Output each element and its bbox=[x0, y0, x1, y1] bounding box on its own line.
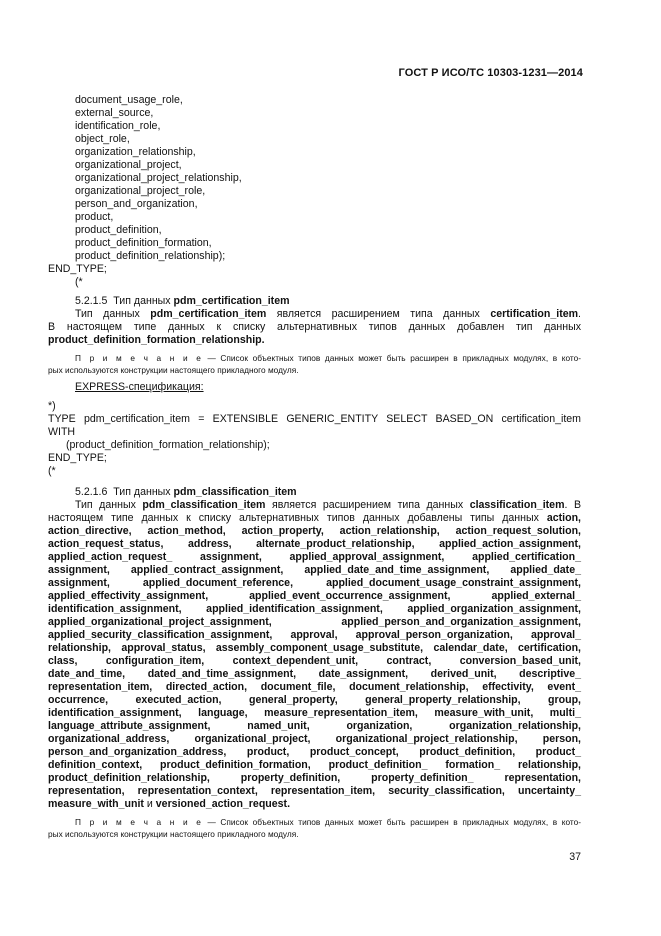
paragraph-line: В настоящем типе данных к списку альтернативных типов данных добавлен тип данных bbox=[48, 321, 581, 333]
standard-header: ГОСТ Р ИСО/ТС 10303-1231—2014 bbox=[398, 67, 583, 79]
list-item: organizational_project, bbox=[75, 159, 182, 171]
paragraph-line: representation, representation_context, representation_item, security_classification, uncertainty_ bbox=[48, 785, 581, 797]
paragraph-line: class, configuration_item, context_dependent_unit, contract, conversion_based_unit, bbox=[48, 655, 581, 667]
paragraph-line: identification_assignment, language, measure_representation_item, measure_with_unit, multi_ bbox=[48, 707, 581, 719]
paragraph-line: Тип данных pdm_certification_item является расширением типа данных certification_item. bbox=[75, 308, 581, 320]
paragraph-line: assignment, applied_document_reference, applied_document_usage_constraint_assignment, bbox=[48, 577, 581, 589]
code-line: TYPE pdm_certification_item = EXTENSIBLE GENERIC_ENTITY SELECT BASED_ON certification_item bbox=[48, 413, 581, 425]
list-item: product_definition, bbox=[75, 224, 162, 236]
list-item: document_usage_role, bbox=[75, 94, 183, 106]
paragraph-line: product_definition_formation_relationship. bbox=[48, 334, 265, 346]
list-item: organizational_project_relationship, bbox=[75, 172, 242, 184]
express-spec-label: EXPRESS-спецификация: bbox=[75, 381, 204, 393]
paragraph-line: applied_security_classification_assignment, approval, approval_person_organization, approval_ bbox=[48, 629, 581, 641]
end-type-keyword: END_TYPE; bbox=[48, 263, 107, 275]
list-item: person_and_organization, bbox=[75, 198, 198, 210]
list-item: organization_relationship, bbox=[75, 146, 196, 158]
paragraph-line: representation_item, directed_action, document_file, document_relationship, effectivity, event_ bbox=[48, 681, 581, 693]
note-line: П р и м е ч а н и е — Список объектных типов данных может быть расширен в прикладных модулях, в кото- bbox=[75, 817, 581, 827]
code-line: WITH bbox=[48, 426, 76, 438]
note-line: рых используются конструкции настоящего прикладного модуля. bbox=[48, 365, 299, 375]
list-item: product_definition_relationship); bbox=[75, 250, 226, 262]
paragraph-line: Тип данных pdm_classification_item является расширением типа данных classification_item. В bbox=[75, 499, 582, 511]
list-item: product, bbox=[75, 211, 114, 223]
code-line: END_TYPE; bbox=[48, 452, 107, 464]
code-line: (* bbox=[48, 465, 56, 477]
note-line: рых используются конструкции настоящего прикладного модуля. bbox=[48, 829, 299, 839]
section-heading-5215: 5.2.1.5 Тип данных pdm_certification_item bbox=[75, 295, 290, 307]
list-item: object_role, bbox=[75, 133, 130, 145]
list-item: external_source, bbox=[75, 107, 154, 119]
paragraph-line: product_definition_relationship, property_definition, property_definition_ representation, bbox=[48, 772, 581, 784]
list-item: product_definition_formation, bbox=[75, 237, 212, 249]
list-item: identification_role, bbox=[75, 120, 161, 132]
code-line: *) bbox=[48, 400, 56, 412]
paragraph-line: action_request_status, address, alternate_product_relationship, applied_action_assignment, bbox=[48, 538, 581, 550]
paragraph-line: настоящем типе данных к списку альтернативных типов данных добавлены типы данных action, bbox=[48, 512, 581, 524]
section-heading-5216: 5.2.1.6 Тип данных pdm_classification_item bbox=[75, 486, 297, 498]
paragraph-line: applied_organizational_project_assignment, applied_person_and_organization_assignment, bbox=[48, 616, 581, 628]
page-number: 37 bbox=[569, 851, 581, 863]
paragraph-line: assignment, applied_contract_assignment, applied_date_and_time_assignment, applied_date_ bbox=[48, 564, 581, 576]
paragraph-line: occurrence, executed_action, general_property, general_property_relationship, group, bbox=[48, 694, 581, 706]
paragraph-line: language_attribute_assignment, named_unit, organization, organization_relationship, bbox=[48, 720, 581, 732]
note-block bbox=[48, 352, 581, 376]
paragraph-line: date_and_time, dated_and_time_assignment, date_assignment, derived_unit, descriptive_ bbox=[48, 668, 581, 680]
code-line: (product_definition_formation_relationship); bbox=[66, 439, 270, 451]
paragraph-line: organizational_address, organizational_project, organizational_project_relationship, person, bbox=[48, 733, 581, 745]
note-line: П р и м е ч а н и е — Список объектных типов данных может быть расширен в прикладных модулях, в кото- bbox=[75, 353, 581, 363]
comment-open: (* bbox=[75, 276, 83, 288]
paragraph-line: action_directive, action_method, action_property, action_relationship, action_request_solution, bbox=[48, 525, 581, 537]
paragraph-line: applied_effectivity_assignment, applied_event_occurrence_assignment, applied_external_ bbox=[48, 590, 581, 602]
paragraph-line: identification_assignment, applied_identification_assignment, applied_organization_assignment, bbox=[48, 603, 581, 615]
paragraph-line: person_and_organization_address, product, product_concept, product_definition, product_ bbox=[48, 746, 581, 758]
list-item: organizational_project_role, bbox=[75, 185, 206, 197]
paragraph-line: relationship, approval_status, assembly_component_usage_substitute, calendar_date, certification, bbox=[48, 642, 581, 654]
paragraph-line: definition_context, product_definition_formation, product_definition_ formation_ relationship, bbox=[48, 759, 581, 771]
paragraph-line: applied_action_request_ assignment, applied_approval_assignment, applied_certification_ bbox=[48, 551, 581, 563]
note-block bbox=[48, 816, 581, 840]
paragraph-line: measure_with_unit и versioned_action_request. bbox=[48, 798, 291, 810]
